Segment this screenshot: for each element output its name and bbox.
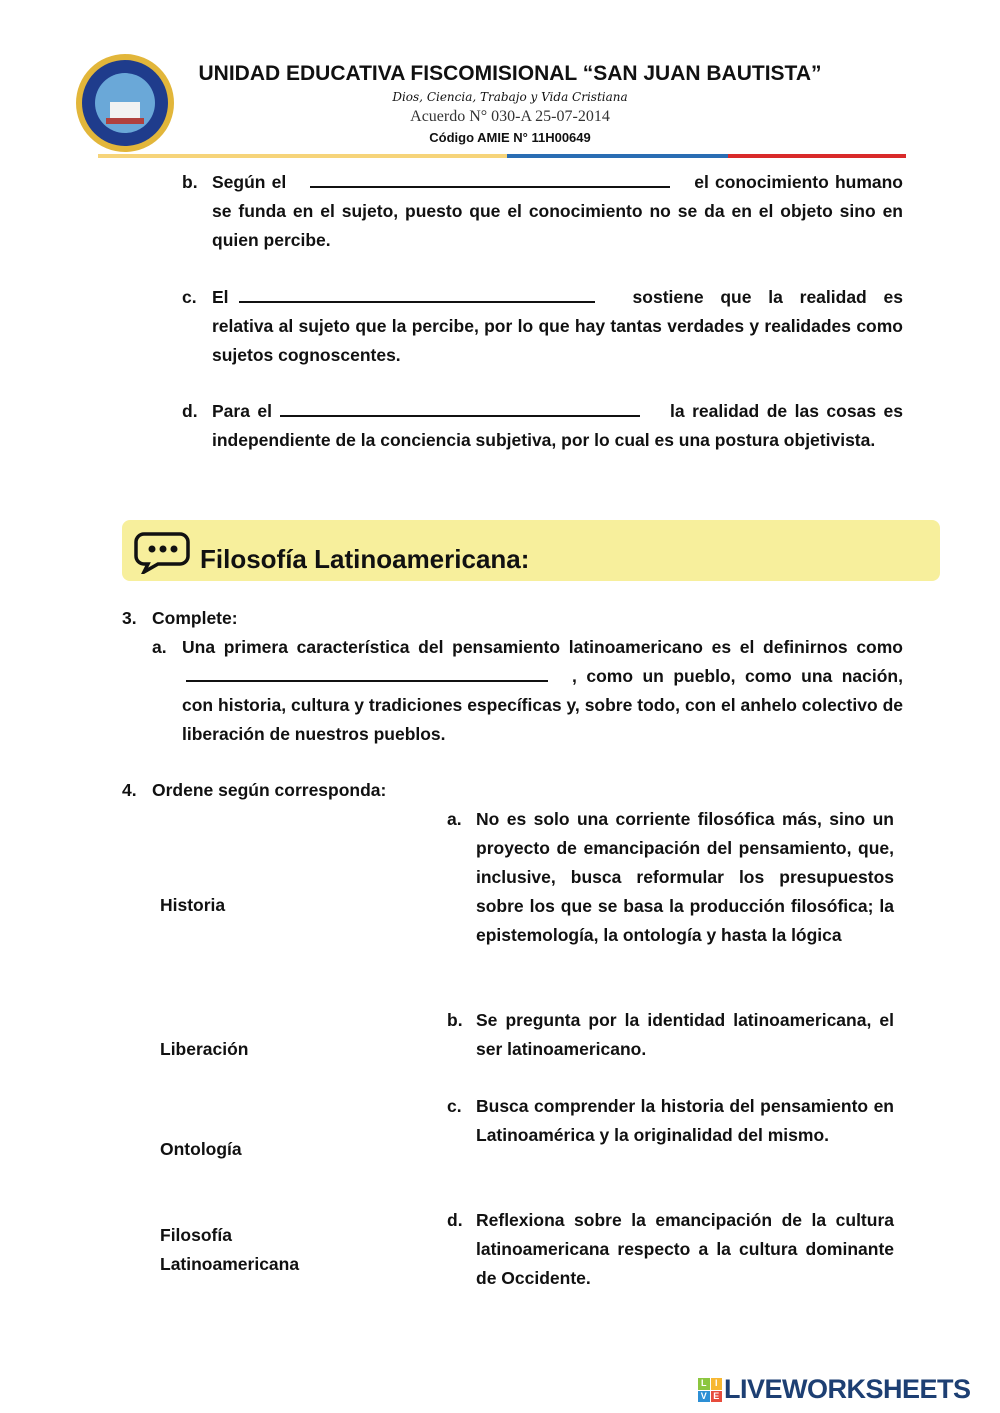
answer-blank[interactable] xyxy=(239,283,595,303)
amie-code: Código AMIE N° 11H00649 xyxy=(429,130,591,145)
question-number: 3. xyxy=(122,608,137,628)
order-description: No es solo una corriente filosófica más, sino un proyecto de emancipación del pensamiento, que, inclusive, busca reformular los presupuestos sobre los que se basa la producción filosófica; la epistemología, la ontología y hasta la lógica xyxy=(476,809,894,945)
item-label: d. xyxy=(447,1210,463,1230)
order-description: Reflexiona sobre la emancipación de la cultura latinoamericana respecto a la cultura dominante de Occidente. xyxy=(476,1210,894,1288)
fill-item-c: El sostiene que la realidad es relativa al sujeto que la percibe, por lo que hay tantas verdades y realidades como sujetos cognoscentes. xyxy=(212,283,903,370)
item-label: c. xyxy=(182,287,197,307)
fill-item-b: Según el el conocimiento humano se funda en el sujeto, puesto que el conocimiento no se da en el objeto sino en quien percibe. xyxy=(212,168,903,255)
speech-bubble-icon xyxy=(134,528,190,574)
fill-item-3a: Una primera característica del pensamiento latinoamericano es el definirnos como, como un pueblo, como una nación, con historia, cultura y tradiciones específicas y, sobre todo, con el anhelo colectivo de liberación de nuestros pueblos. xyxy=(182,637,903,744)
section-title: Filosofía Latinoamericana: xyxy=(200,544,530,574)
liveworksheets-badge-icon: L I V E xyxy=(698,1378,722,1402)
item-label: d. xyxy=(182,401,198,421)
order-option[interactable]: Liberación xyxy=(160,1039,249,1059)
order-option[interactable]: Historia xyxy=(160,895,226,915)
item-label: b. xyxy=(447,1010,463,1030)
flag-stripe xyxy=(98,154,906,158)
school-motto: Dios, Ciencia, Trabajo y Vida Cristiana xyxy=(392,90,628,104)
item-label: a. xyxy=(152,637,167,657)
liveworksheets-logo: LIVEWORKSHEETS xyxy=(724,1374,971,1404)
question-number: 4. xyxy=(122,780,137,800)
fill-item-d: Para el la realidad de las cosas es independiente de la conciencia subjetiva, por lo cual es una postura objetivista. xyxy=(212,397,903,455)
order-description: Se pregunta por la identidad latinoamericana, el ser latinoamericano. xyxy=(476,1010,894,1059)
question-title: Complete: xyxy=(152,608,238,628)
question-title: Ordene según corresponda: xyxy=(152,780,387,800)
order-option[interactable]: Ontología xyxy=(160,1139,242,1159)
item-label: b. xyxy=(182,172,198,192)
item-label: a. xyxy=(447,809,462,829)
answer-blank[interactable] xyxy=(310,168,670,188)
order-option[interactable]: Filosofía Latinoamericana xyxy=(160,1225,300,1274)
answer-blank[interactable] xyxy=(280,397,640,417)
item-label: c. xyxy=(447,1096,462,1116)
order-description: Busca comprender la historia del pensamiento en Latinoamérica y la originalidad del mismo. xyxy=(476,1096,894,1145)
school-name: UNIDAD EDUCATIVA FISCOMISIONAL “SAN JUAN BAUTISTA” xyxy=(198,62,822,85)
agreement: Acuerdo N° 030-A 25-07-2014 xyxy=(410,108,610,125)
answer-blank[interactable] xyxy=(186,662,548,682)
